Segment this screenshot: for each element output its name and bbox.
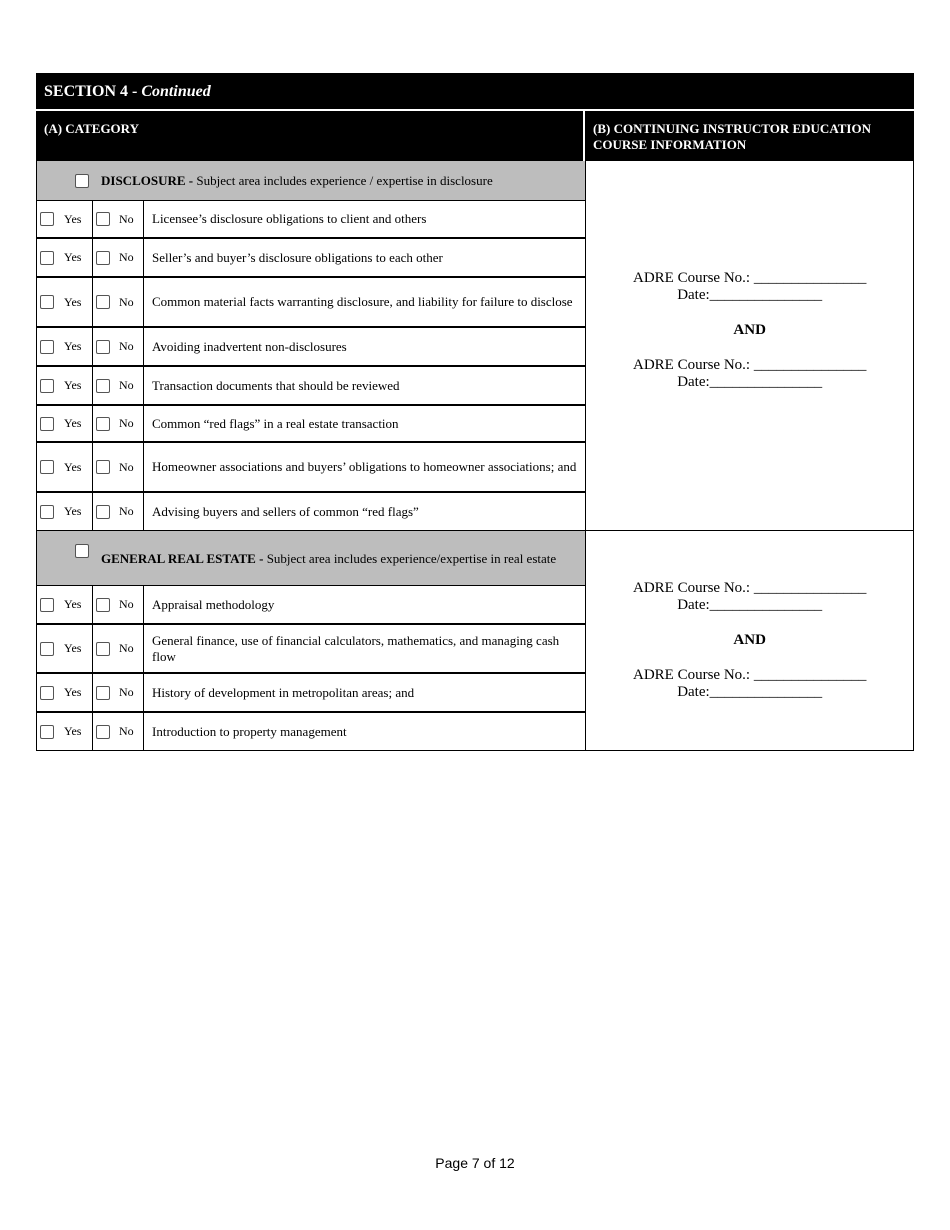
no-label: No — [119, 641, 134, 655]
table-row — [37, 586, 585, 625]
and-label: AND — [733, 632, 766, 648]
section-title: SECTION 4 - — [44, 83, 142, 100]
yes-option[interactable] — [37, 239, 93, 276]
yes-option[interactable] — [37, 406, 93, 441]
course-block — [633, 270, 866, 391]
yes-option[interactable] — [37, 201, 93, 237]
category-header — [37, 161, 585, 201]
no-checkbox[interactable] — [96, 642, 110, 656]
category-column — [37, 161, 586, 530]
date-line[interactable]: Date:_______________ — [677, 287, 823, 303]
no-checkbox[interactable] — [96, 505, 110, 519]
no-label: No — [119, 211, 134, 226]
table-row — [37, 625, 585, 674]
column-b-header: (B) CONTINUING INSTRUCTOR EDUCATION COURSE INFORMATION — [593, 121, 871, 152]
item-description: Introduction to property management — [152, 723, 347, 739]
no-checkbox[interactable] — [96, 295, 110, 309]
no-option[interactable] — [93, 239, 144, 276]
no-label: No — [119, 504, 134, 518]
item-description: Transaction documents that should be reviewed — [152, 377, 400, 393]
no-label: No — [119, 339, 134, 353]
yes-option[interactable] — [37, 493, 93, 530]
category-column — [37, 531, 586, 750]
yes-checkbox[interactable] — [40, 251, 54, 265]
yes-label: Yes — [64, 416, 82, 430]
yes-checkbox[interactable] — [40, 505, 54, 519]
no-label: No — [119, 459, 134, 474]
yes-option[interactable] — [37, 278, 93, 326]
no-checkbox[interactable] — [96, 725, 110, 739]
course-info-cell — [586, 161, 913, 530]
course-number-line[interactable]: ADRE Course No.: _______________ — [633, 357, 867, 373]
yes-option[interactable] — [37, 674, 93, 711]
item-description: Seller’s and buyer’s disclosure obligations to each other — [152, 249, 443, 265]
no-checkbox[interactable] — [96, 212, 110, 226]
no-label: No — [119, 416, 134, 430]
no-label: No — [119, 250, 134, 264]
table-row — [37, 406, 585, 443]
course-number-line[interactable]: ADRE Course No.: _______________ — [633, 667, 867, 683]
date-line[interactable]: Date:_______________ — [677, 374, 823, 390]
yes-label: Yes — [64, 294, 82, 309]
yes-option[interactable] — [37, 328, 93, 365]
yes-option[interactable] — [37, 586, 93, 623]
yes-label: Yes — [64, 724, 82, 738]
item-description: Avoiding inadvertent non-disclosures — [152, 338, 347, 354]
item-description: Homeowner associations and buyers’ obligations to homeowner associations; and — [152, 459, 577, 474]
table-row — [37, 367, 585, 406]
page-number: Page 7 of 12 — [435, 1155, 515, 1171]
yes-option[interactable] — [37, 443, 93, 491]
column-a-header: (A) CATEGORY — [36, 111, 585, 161]
no-option[interactable] — [93, 625, 144, 672]
category-checkbox[interactable] — [75, 544, 89, 558]
and-label: AND — [733, 322, 766, 338]
course-number-line[interactable]: ADRE Course No.: _______________ — [633, 580, 867, 596]
item-description: Advising buyers and sellers of common “red flags” — [152, 503, 419, 519]
date-line[interactable]: Date:_______________ — [677, 597, 823, 613]
table-row — [37, 239, 585, 278]
yes-checkbox[interactable] — [40, 417, 54, 431]
category-title: GENERAL REAL ESTATE - — [101, 550, 264, 566]
column-headers — [36, 109, 914, 161]
yes-option[interactable] — [37, 367, 93, 404]
course-number-line[interactable]: ADRE Course No.: _______________ — [633, 270, 867, 286]
no-option[interactable] — [93, 328, 144, 365]
yes-checkbox[interactable] — [40, 212, 54, 226]
date-line[interactable]: Date:_______________ — [677, 684, 823, 700]
yes-label: Yes — [64, 597, 82, 611]
no-checkbox[interactable] — [96, 460, 110, 474]
no-option[interactable] — [93, 406, 144, 441]
table-row — [37, 278, 585, 328]
yes-checkbox[interactable] — [40, 340, 54, 354]
category-header — [37, 531, 585, 586]
yes-option[interactable] — [37, 625, 93, 672]
yes-label: Yes — [64, 339, 82, 353]
section-4-form — [36, 73, 914, 751]
no-option[interactable] — [93, 367, 144, 404]
yes-label: Yes — [64, 685, 82, 699]
no-label: No — [119, 378, 134, 392]
no-label: No — [119, 724, 134, 738]
no-checkbox[interactable] — [96, 417, 110, 431]
no-option[interactable] — [93, 674, 144, 711]
yes-checkbox[interactable] — [40, 460, 54, 474]
yes-option[interactable] — [37, 713, 93, 750]
section-continued: Continued — [141, 83, 211, 100]
item-description: Common “red flags” in a real estate transaction — [152, 415, 399, 431]
yes-checkbox[interactable] — [40, 642, 54, 656]
category-title: DISCLOSURE - — [101, 173, 194, 188]
no-label: No — [119, 597, 134, 611]
table-row — [37, 328, 585, 367]
item-description: History of development in metropolitan areas; and — [152, 684, 415, 700]
no-option[interactable] — [93, 443, 144, 491]
no-label: No — [119, 294, 134, 309]
yes-checkbox[interactable] — [40, 725, 54, 739]
item-description: Appraisal methodology — [152, 596, 275, 612]
table-row — [37, 493, 585, 530]
yes-label: Yes — [64, 641, 82, 655]
no-checkbox[interactable] — [96, 340, 110, 354]
no-label: No — [119, 685, 134, 699]
yes-label: Yes — [64, 378, 82, 392]
course-block — [633, 580, 866, 701]
table-row — [37, 674, 585, 713]
section-header — [36, 73, 914, 109]
no-checkbox[interactable] — [96, 598, 110, 612]
no-option[interactable] — [93, 278, 144, 326]
no-checkbox[interactable] — [96, 251, 110, 265]
table-row — [37, 713, 585, 750]
yes-label: Yes — [64, 250, 82, 264]
yes-label: Yes — [64, 504, 82, 518]
category-checkbox[interactable] — [75, 174, 89, 188]
yes-checkbox[interactable] — [40, 379, 54, 393]
no-checkbox[interactable] — [96, 686, 110, 700]
no-option[interactable] — [93, 201, 144, 237]
no-option[interactable] — [93, 586, 144, 623]
category-header-text — [77, 550, 556, 567]
table-row — [37, 201, 585, 239]
category-header-text — [77, 172, 493, 189]
yes-label: Yes — [64, 459, 82, 474]
yes-label: Yes — [64, 211, 82, 226]
category-subtitle: Subject area includes experience / expertise in disclosure — [193, 173, 493, 188]
item-description: General finance, use of financial calculators, mathematics, and managing cash flow — [152, 632, 560, 664]
category-group-disclosure — [36, 161, 914, 531]
item-description: Licensee’s disclosure obligations to client and others — [152, 211, 427, 226]
item-description: Common material facts warranting disclosure, and liability for failure to disclose — [152, 294, 573, 309]
category-subtitle: Subject area includes experience/expertise in real estate — [263, 550, 557, 566]
table-row — [37, 443, 585, 493]
no-checkbox[interactable] — [96, 379, 110, 393]
yes-checkbox[interactable] — [40, 295, 54, 309]
course-info-cell — [586, 531, 913, 750]
yes-checkbox[interactable] — [40, 598, 54, 612]
yes-checkbox[interactable] — [40, 686, 54, 700]
no-option[interactable] — [93, 493, 144, 530]
category-group-general-real-estate — [36, 531, 914, 751]
no-option[interactable] — [93, 713, 144, 750]
